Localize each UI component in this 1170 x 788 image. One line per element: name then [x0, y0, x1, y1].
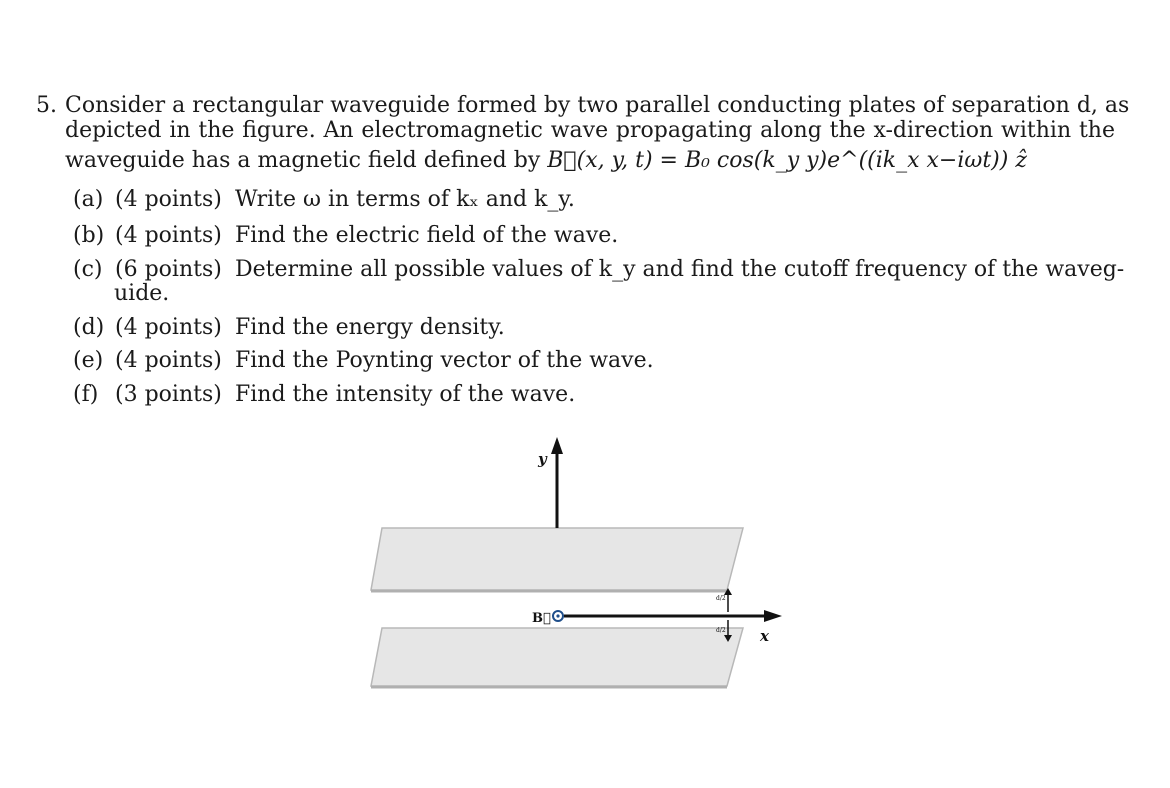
part-c-continuation: uide.: [114, 281, 170, 306]
part-text: Find the intensity of the wave.: [235, 382, 576, 407]
y-axis-label: y: [538, 450, 547, 468]
part-label: (f): [73, 382, 99, 407]
part-d: [73, 314, 505, 342]
b-field-label: B⃗: [532, 611, 551, 626]
stem-line-3: [65, 147, 1115, 175]
part-text: Find the energy density.: [235, 315, 505, 340]
top-plate: [371, 528, 743, 590]
part-label: (d): [73, 315, 105, 340]
part-text: Determine all possible values of k_y and find the cutoff frequency of the waveg-: [235, 257, 1125, 282]
y-axis-arrowhead: [551, 437, 563, 454]
part-points: (4 points): [115, 348, 222, 373]
stem-line-1: Consider a rectangular waveguide formed by two parallel conducting plates of separation d, as: [65, 93, 1130, 118]
part-f: [73, 381, 575, 409]
b-field-dot: [556, 614, 559, 617]
stem-line-2: depicted in the figure. An electromagnetic wave propagating along the x-direction within the: [65, 118, 1115, 143]
part-text: Find the electric field of the wave.: [235, 223, 619, 248]
bottom-plate: [371, 628, 743, 686]
part-text: Find the Poynting vector of the wave.: [235, 348, 654, 373]
problem-stem: [65, 92, 1130, 175]
part-b: [73, 222, 618, 250]
part-label: (b): [73, 223, 105, 248]
part-points: (4 points): [115, 187, 222, 212]
stem-line-3-text: waveguide has a magnetic field defined by: [65, 148, 541, 173]
part-label: (a): [73, 187, 104, 212]
waveguide-diagram: [360, 432, 820, 700]
part-points: (4 points): [115, 315, 222, 340]
half-separation-bottom-label: d/2: [716, 627, 726, 634]
part-label: (c): [73, 257, 103, 282]
part-a: [73, 186, 575, 214]
x-axis-arrowhead: [764, 610, 782, 622]
magnetic-field-formula: B⃗(x, y, t) = B₀ cos(k_y y)e^((ik_x x−iωt)) ẑ: [547, 148, 1027, 173]
x-axis-label: x: [760, 627, 769, 645]
part-e: [73, 347, 654, 375]
waveguide-figure: [360, 432, 820, 700]
part-points: (3 points): [115, 382, 222, 407]
part-points: (6 points): [115, 257, 222, 282]
part-text: Write ω in terms of kₓ and k_y.: [235, 187, 575, 212]
half-separation-top-label: d/2: [716, 595, 726, 602]
problem-number: 5.: [36, 93, 57, 118]
part-label: (e): [73, 348, 104, 373]
part-c: [73, 256, 1124, 284]
part-points: (4 points): [115, 223, 222, 248]
